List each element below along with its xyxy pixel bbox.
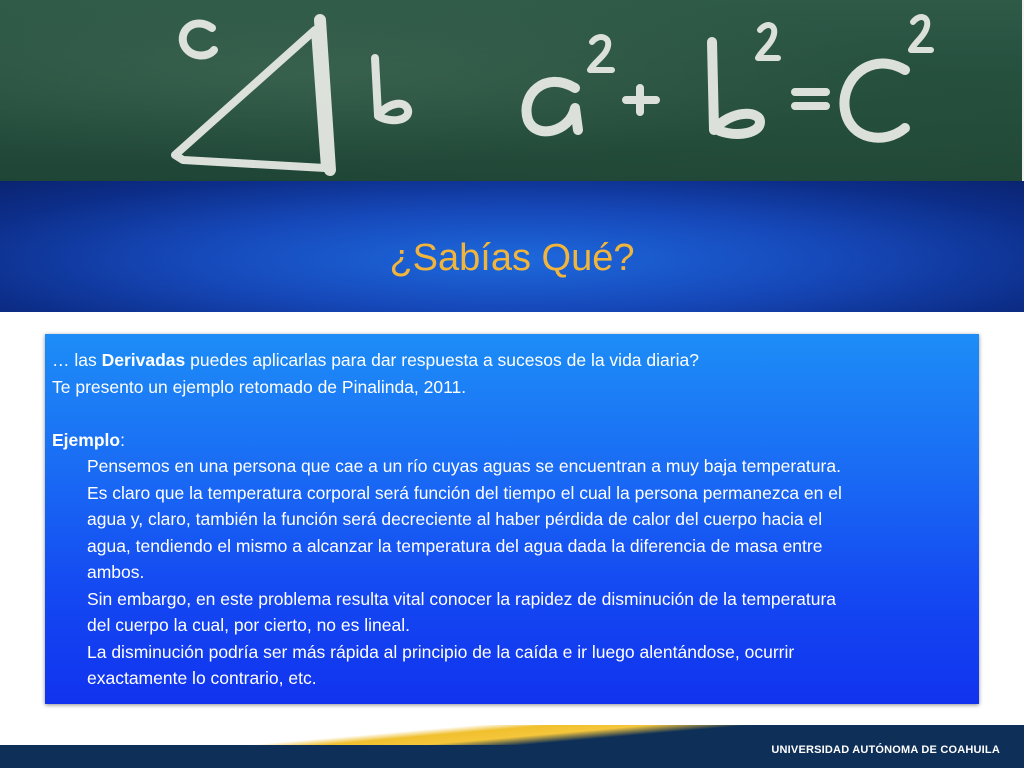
example-line: Sin embargo, en este problema resulta vital conocer la rapidez de disminución de la temperatura <box>87 588 837 609</box>
example-line: agua y, claro, también la función será decreciente al haber pérdida de calor del cuerpo hacia el <box>87 509 823 529</box>
triangle-shape <box>175 30 325 168</box>
example-line: del cuerpo la cual, por cierto, no es lineal. <box>87 615 410 635</box>
institution-name: UNIVERSIDAD AUTÓNOMA DE COAHUILA <box>771 744 1000 756</box>
example-line: exactamente lo contrario, etc. <box>87 668 317 688</box>
intro-prefix: … las <box>52 350 102 370</box>
chalkboard-banner <box>0 0 1024 181</box>
example-line: ambos. <box>87 562 145 582</box>
footer-gold-stripe <box>0 725 1024 745</box>
example-colon: : <box>120 429 125 450</box>
example-heading <box>52 427 971 454</box>
chalk-drawing <box>0 0 1024 181</box>
intro-line <box>52 347 971 374</box>
reference-line: Te presento un ejemplo retomado de Pinalinda, 2011. <box>52 376 467 397</box>
example-label: Ejemplo <box>52 429 121 450</box>
intro-suffix: puedes aplicarlas para dar respuesta a sucesos de la vida diaria? <box>185 350 699 370</box>
example-line: Pensemos en una persona que cae a un río cuyas aguas se encuentran a muy baja temperatura. <box>87 456 841 476</box>
content-panel <box>45 334 979 704</box>
example-line: agua, tendiendo el mismo a alcanzar la temperatura del agua dada la diferencia de masa entre <box>87 535 823 556</box>
slide-title: ¿Sabías Qué? <box>389 237 635 279</box>
example-line: La disminución podría ser más rápida al principio de la caída e ir luego alentándose, ocurrir <box>87 641 795 662</box>
intro-bold-term: Derivadas <box>101 350 186 370</box>
spacer <box>52 400 971 427</box>
example-line: Es claro que la temperatura corporal será función del tiempo el cual la persona permanezca en el <box>87 482 842 503</box>
